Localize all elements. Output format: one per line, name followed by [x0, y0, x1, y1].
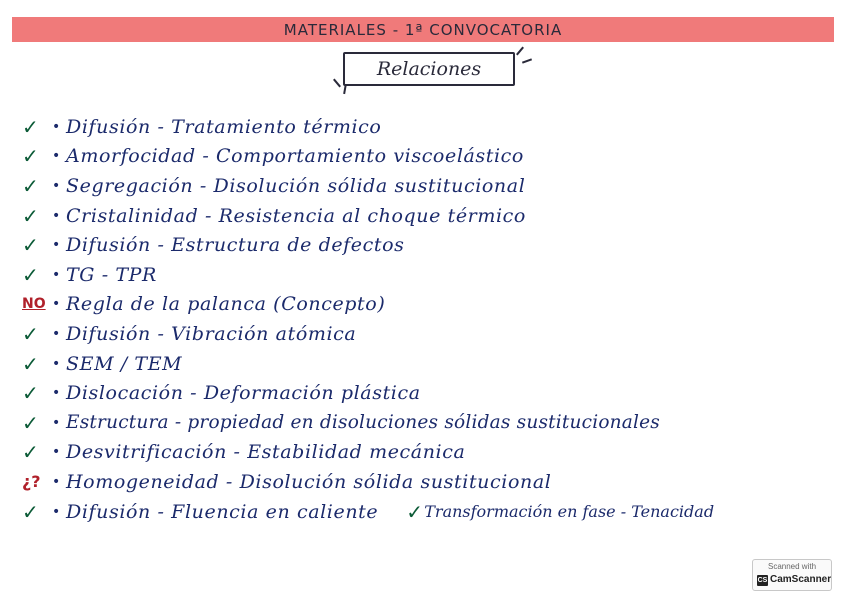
list-item — [22, 142, 842, 172]
check-icon: ✓ — [22, 410, 39, 435]
question-mark-icon: ¿? — [22, 472, 41, 492]
relation-text: Cristalinidad - Resistencia al choque térmico — [66, 204, 526, 227]
bullet: • — [52, 325, 61, 342]
extra-relation-text: Transformación en fase - Tenacidad — [424, 502, 715, 522]
bullet: • — [52, 118, 61, 135]
relation-text: Difusión - Vibración atómica — [66, 322, 357, 345]
list-item — [22, 260, 842, 290]
relation-text: Amorfocidad - Comportamiento viscoelástico — [66, 145, 524, 168]
list-item — [22, 319, 842, 349]
decor-spark-right — [516, 47, 524, 56]
list-item — [22, 290, 842, 320]
relations-list — [22, 112, 842, 526]
bullet: • — [52, 444, 61, 461]
camscanner-badge — [752, 559, 832, 591]
decor-spark-left-2 — [343, 84, 347, 94]
relation-text: Regla de la palanca (Concepto) — [66, 293, 386, 316]
check-icon: ✓ — [22, 262, 39, 287]
decor-spark-right-2 — [522, 58, 532, 63]
relation-text: Difusión - Fluencia en caliente — [66, 500, 379, 523]
relation-text: Difusión - Tratamiento térmico — [66, 115, 382, 138]
check-icon: ✓ — [22, 381, 39, 406]
check-icon: ✓ — [22, 351, 39, 376]
bullet: • — [52, 237, 61, 254]
check-icon: ✓ — [22, 144, 39, 169]
decor-spark-left — [333, 79, 341, 88]
list-item — [22, 349, 842, 379]
bullet: • — [52, 177, 61, 194]
check-icon: ✓ — [22, 173, 39, 198]
check-icon: ✓ — [22, 499, 39, 524]
bullet: • — [52, 355, 61, 372]
list-item — [22, 438, 842, 468]
list-item — [22, 378, 842, 408]
check-icon: ✓ — [22, 440, 39, 465]
check-icon: ✓ — [22, 203, 39, 228]
bullet: • — [52, 473, 61, 490]
bullet: • — [52, 503, 61, 520]
subtitle-box — [343, 52, 515, 86]
bullet: • — [52, 148, 61, 165]
list-item — [22, 230, 842, 260]
camscanner-logo-icon: CS — [757, 577, 768, 584]
relation-text: Segregación - Disolución sólida sustitucional — [66, 174, 526, 197]
relation-text: SEM / TEM — [66, 352, 183, 375]
list-item — [22, 467, 842, 497]
list-item — [22, 497, 842, 527]
bullet: • — [52, 414, 61, 431]
relation-text: Dislocación - Deformación plástica — [66, 382, 421, 405]
bullet: • — [52, 385, 61, 402]
check-icon: ✓ — [406, 499, 424, 524]
relation-text: TG - TPR — [66, 263, 157, 286]
title-band — [12, 17, 834, 42]
bullet: • — [52, 296, 61, 313]
list-item — [22, 201, 842, 231]
check-icon: ✓ — [22, 114, 39, 139]
check-icon: ✓ — [22, 321, 39, 346]
relation-text: Homogeneidad - Disolución sólida sustitucional — [66, 470, 552, 493]
relation-text: Estructura - propiedad en disoluciones sólidas sustitucionales — [66, 412, 660, 434]
extra-relation — [406, 500, 714, 524]
check-icon: ✓ — [22, 233, 39, 258]
page-title: MATERIALES - 1ª CONVOCATORIA — [283, 20, 563, 39]
badge-brand: CamScanner — [770, 574, 832, 585]
relation-text: Difusión - Estructura de defectos — [66, 234, 405, 257]
list-item — [22, 112, 842, 142]
no-mark-icon: NO — [22, 296, 46, 313]
bullet: • — [52, 207, 61, 224]
list-item — [22, 408, 842, 438]
badge-caption: Scanned with — [767, 562, 817, 571]
list-item — [22, 171, 842, 201]
section-subtitle: Relaciones — [376, 58, 482, 80]
relation-text: Desvitrificación - Estabilidad mecánica — [66, 441, 466, 464]
bullet: • — [52, 266, 61, 283]
